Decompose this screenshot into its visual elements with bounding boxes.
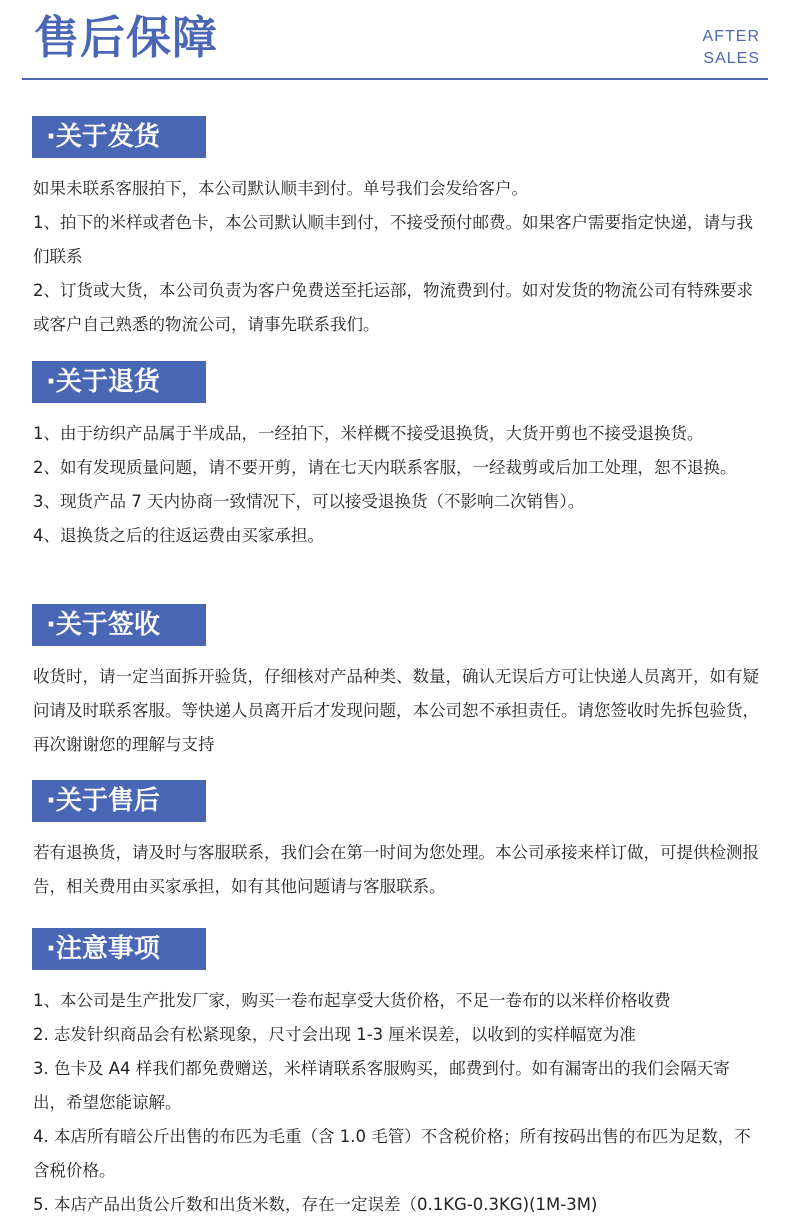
paragraph: 3、现货产品 7 天内协商一致情况下，可以接受退换货（不影响二次销售）。	[33, 492, 585, 511]
paragraph: 1、由于纺织产品属于半成品，一经拍下，米样概不接受退换货，大货开剪也不接受退换货。	[33, 424, 704, 443]
section-body	[33, 417, 761, 553]
section-body	[33, 172, 761, 342]
section-heading: ·关于售后	[32, 780, 206, 822]
paragraph: 2. 志发针织商品会有松紧现象，尺寸会出现 1-3 厘米误差，以收到的实样幅宽为准	[33, 1025, 636, 1044]
section-body	[33, 660, 761, 762]
paragraph: 5. 本店产品出货公斤数和出货米数，存在一定误差（0.1KG-0.3KG)(1M-3M)	[33, 1195, 598, 1214]
header-divider	[22, 78, 768, 80]
paragraph: 收货时，请一定当面拆开验货，仔细核对产品种类、数量，确认无误后方可让快递人员离开，如有疑问请及时联系客服。等快递人员离开后才发现问题，本公司恕不承担责任。请您签收时先拆包验货，再次谢谢您的理解与支持	[33, 667, 759, 754]
section-body	[33, 836, 761, 904]
paragraph: 3. 色卡及 A4 样我们都免费赠送，米样请联系客服购买，邮费到付。如有漏寄出的我们会隔天寄出，希望您能谅解。	[33, 1059, 730, 1112]
paragraph: 4、退换货之后的往返运费由买家承担。	[33, 526, 324, 545]
section-heading: ·关于签收	[32, 604, 206, 646]
page-title: 售后保障	[34, 11, 219, 64]
section-heading: ·关于发货	[32, 116, 206, 158]
english-subtitle-line1: AFTER	[702, 28, 760, 45]
section-heading: ·注意事项	[32, 928, 206, 970]
section-heading: ·关于退货	[32, 361, 206, 403]
paragraph: 1、本公司是生产批发厂家，购买一卷布起享受大货价格，不足一卷布的以米样价格收费	[33, 991, 671, 1010]
english-subtitle-line2: SALES	[703, 50, 760, 67]
paragraph: 2、如有发现质量问题，请不要开剪，请在七天内联系客服，一经裁剪或后加工处理，恕不退换。	[33, 458, 737, 477]
paragraph: 2、订货或大货，本公司负责为客户免费送至托运部，物流费到付。如对发货的物流公司有特殊要求或客户自己熟悉的物流公司，请事先联系我们。	[33, 281, 753, 334]
english-subtitle	[703, 26, 760, 70]
page-header	[0, 0, 790, 82]
paragraph: 如果未联系客服拍下，本公司默认顺丰到付。单号我们会发给客户。	[33, 179, 528, 198]
paragraph: 1、拍下的米样或者色卡，本公司默认顺丰到付，不接受预付邮费。如果客户需要指定快递，请与我们联系	[33, 213, 753, 266]
paragraph: 4. 本店所有暗公斤出售的布匹为毛重（含 1.0 毛管）不含税价格；所有按码出售的布匹为足数，不含税价格。	[33, 1127, 751, 1180]
section-body	[33, 984, 761, 1222]
paragraph: 若有退换货，请及时与客服联系，我们会在第一时间为您处理。本公司承接来样订做，可提供检测报告，相关费用由买家承担，如有其他问题请与客服联系。	[33, 843, 759, 896]
